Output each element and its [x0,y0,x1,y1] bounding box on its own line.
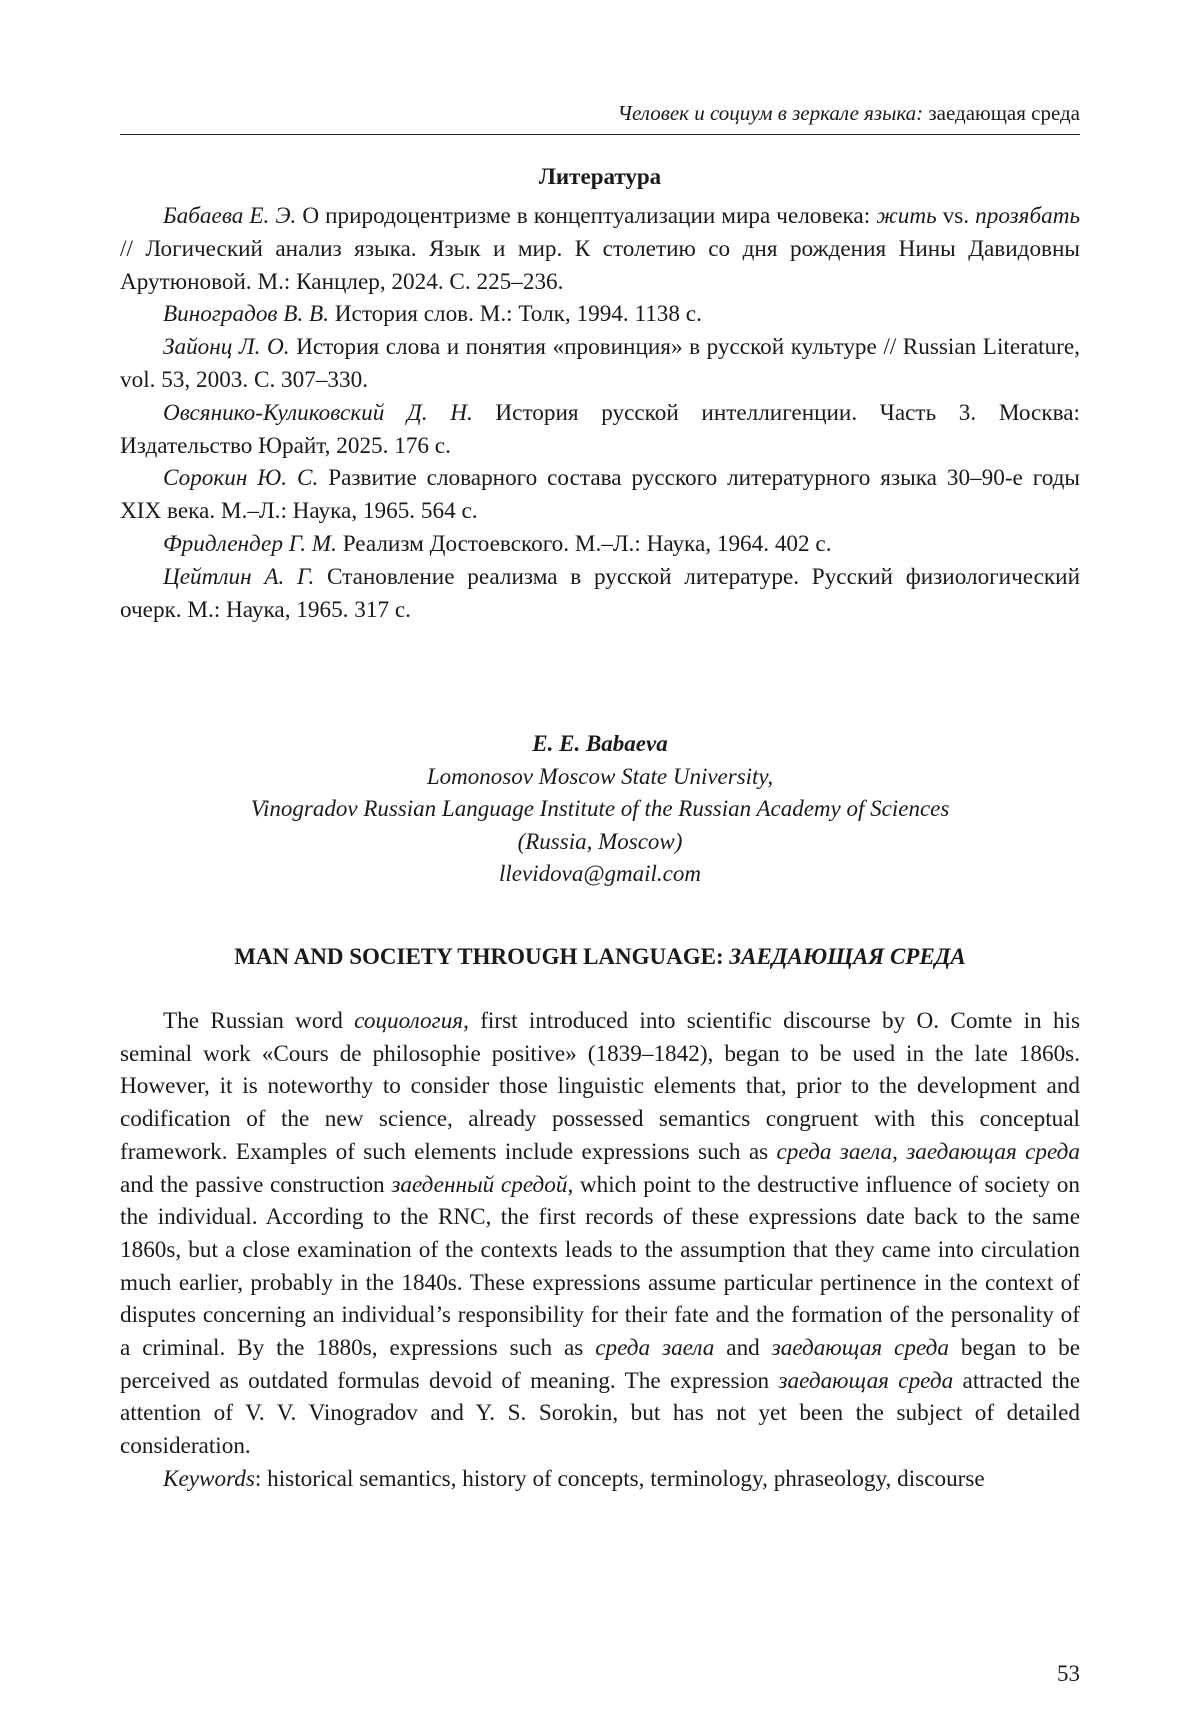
english-title-plain: MAN AND SOCIETY THROUGH LANGUAGE: [234,944,730,969]
reference-item [120,298,1080,331]
text-run: О природоцентризме в концептуализации мира человека: [296,203,877,229]
abstract [120,1005,1080,1496]
reference-item [120,200,1080,298]
author-block [120,728,1080,891]
reference-author: Виноградов В. В. [163,301,329,328]
author-location: (Russia, Moscow) [517,828,683,854]
text-run: , which point to the destructive influence of society on the individual. According to the RNC, the first records of these expressions date back to the same 1860s, but a close examination of the contexts leads to the assumption that they came into circulation much earlier, probably in the 1840s. These expressions assume particular pertinence in the context of disputes concerning an individual’s responsibility for their fate and the formation of the personality of a criminal. By the 1880s, expressions such as [120,1171,1080,1362]
author-name: E. E. Babaeva [532,731,668,756]
affiliation-1: Lomonosov Moscow State University, [426,763,774,789]
text-run: began to be perceived as outdated formulas devoid of meaning. The expression [120,1335,1080,1394]
text-run: , [892,1138,907,1165]
reference-author: Овсянико-Куликовский Д. Н. [163,399,473,426]
reference-author: Цейтлин А. Г. [163,563,315,590]
author-email[interactable]: llevidova@gmail.com [499,861,701,886]
italic-run: жить [876,203,937,229]
italic-run: заедающая среда [906,1138,1081,1165]
document-page [120,0,1080,1710]
reference-author: Сорокин Ю. С. [163,465,319,492]
reference-item [120,462,1080,528]
reference-item [120,397,1080,463]
italic-run: социология [354,1008,464,1034]
italic-run: заедающая среда [771,1335,949,1362]
text-run: attracted the attention of V. V. Vinogradov and Y. S. Sorokin, but has not yet been the subject of detailed consideration. [120,1367,1081,1460]
text-run: История слова и понятия «провинция» в русской культуре // Russian Literature, vol. 53, 2003. С. 307–330. [120,334,1080,393]
keywords-text: : historical semantics, history of concepts, terminology, phraseology, discourse [254,1465,985,1492]
italic-run: прозябать [975,203,1080,229]
affiliation-2: Vinogradov Russian Language Institute of the Russian Academy of Sciences [250,796,950,821]
running-head-plain: заедающая среда [923,101,1080,125]
reference-author: Зайонц Л. О. [163,334,290,361]
italic-run: среда заела [595,1335,715,1362]
text-run: , first introduced into scientific discourse by O. Comte in his seminal work «Cours de philosophie positive» (1839–1842), began to be used in the late 1860s. However, it is noteworthy to consider those linguistic elements that, prior to the development and codification of the new science, already possessed semantics congruent with this conceptual framework. Examples of such elements include expressions such as [120,1008,1081,1165]
english-title [120,942,1080,972]
text-run: vs. [936,203,976,229]
reference-item [120,561,1080,627]
text-run: История русской интеллигенции. Часть 3. Москва: Издательство Юрайт, 2025. 176 с. [120,399,1080,459]
header-rule [120,134,1080,135]
references-list [120,200,1080,626]
running-head-italic: Человек и социум в зеркале языка: [617,101,924,125]
text-run: Становление реализма в русской литературе. Русский физиологический очерк. М.: Наука, 1965. 317 с. [120,563,1080,623]
text-run: История слов. М.: Толк, 1994. 1138 с. [329,301,702,328]
text-run: Реализм Достоевского. М.–Л.: Наука, 1964. 402 с. [336,530,832,557]
reference-item [120,331,1080,397]
abstract-body [120,1005,1080,1463]
reference-author: Фридлендер Г. М. [163,530,337,557]
italic-run: заеденный средой [391,1171,568,1198]
text-run: Развитие словарного состава русского литературного языка 30–90-е годы XIX века. М.–Л.: Наука, 1965. 564 с. [120,465,1081,525]
keywords-label: Keywords [163,1465,255,1492]
text-run: and [714,1335,772,1362]
reference-item [120,528,1080,561]
page-number: 53 [1057,1661,1080,1686]
italic-run: среда заела [776,1138,893,1165]
english-title-italic: ЗАЕДАЮЩАЯ СРЕДА [729,944,966,969]
running-head [618,100,1080,126]
italic-run: заедающая среда [778,1367,954,1394]
text-run: The Russian word [163,1008,355,1034]
keywords-paragraph [120,1463,1080,1496]
text-run: // Логический анализ языка. Язык и мир. К столетию со дня рождения Нины Давидовны Арутюновой. М.: Канцлер, 2024. С. 225–236. [120,235,1080,295]
references-heading: Литература [538,164,662,189]
reference-author: Бабаева Е. Э. [163,203,297,229]
text-run: and the passive construction [120,1171,392,1198]
